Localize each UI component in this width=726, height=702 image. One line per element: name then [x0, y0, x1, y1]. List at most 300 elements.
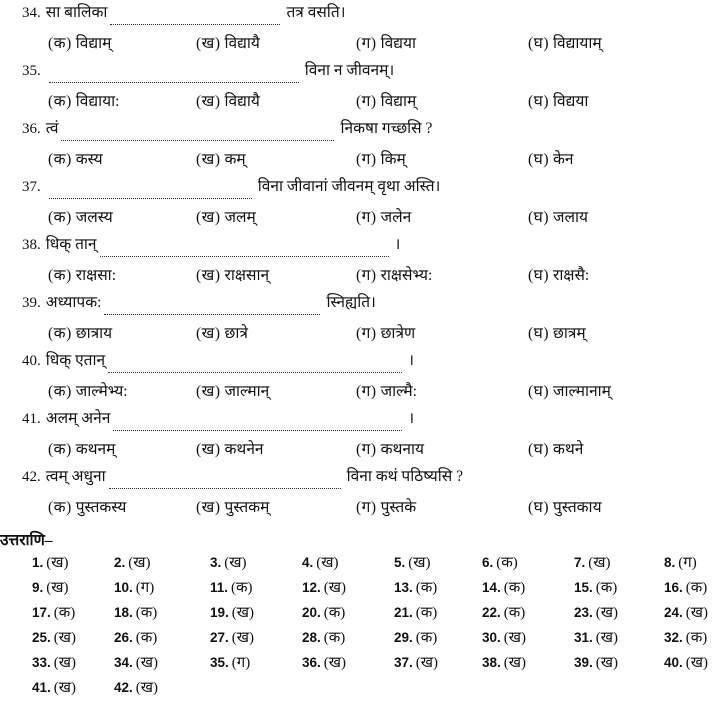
- answer-value: (ख): [503, 655, 527, 671]
- answer-cell: [664, 652, 708, 672]
- answer-question-number: 29.: [394, 630, 413, 645]
- option-label: (क): [48, 325, 72, 342]
- answer-question-number: 17.: [32, 605, 51, 620]
- option-choice[interactable]: [356, 263, 432, 285]
- option-choice[interactable]: [48, 379, 128, 401]
- option-text: छात्रे: [224, 325, 248, 342]
- option-text: विद्याम्: [380, 93, 417, 110]
- answer-question-number: 5.: [394, 555, 406, 570]
- answer-cell: [114, 652, 158, 672]
- answer-question-number: 11.: [210, 580, 229, 595]
- question-block: [0, 58, 726, 116]
- answer-cell: [32, 677, 76, 697]
- answer-question-number: 4.: [302, 555, 314, 570]
- option-text: जाल्मान्: [224, 383, 270, 400]
- answer-value: (क): [415, 580, 438, 596]
- answer-cell: [302, 602, 345, 622]
- answer-blank: [49, 71, 299, 83]
- option-label: (ग): [356, 383, 377, 400]
- option-choice[interactable]: [196, 495, 269, 517]
- option-label: (ग): [356, 151, 377, 168]
- option-label: (क): [48, 151, 72, 168]
- option-choice[interactable]: [356, 147, 406, 169]
- option-text: विद्यया: [380, 35, 416, 52]
- question-stem-text: धिक् एतान्: [45, 352, 106, 369]
- answer-question-number: 22.: [482, 605, 501, 620]
- answer-value: (ख): [53, 680, 77, 696]
- option-label: (ग): [356, 325, 377, 342]
- answer-question-number: 15.: [574, 580, 593, 595]
- answer-value: (क): [323, 605, 346, 621]
- option-choice[interactable]: [196, 437, 264, 459]
- answer-cell: [210, 652, 250, 672]
- question-number: 36.: [22, 121, 41, 137]
- option-choice[interactable]: [528, 31, 602, 53]
- answer-cell: [114, 602, 157, 622]
- answer-question-number: 31.: [574, 630, 593, 645]
- option-label: (घ): [528, 325, 549, 342]
- answer-blank: [113, 419, 402, 431]
- options-row: [0, 319, 726, 348]
- answer-cell: [482, 577, 525, 597]
- answer-value: (ग): [135, 580, 155, 596]
- answer-question-number: 39.: [574, 655, 593, 670]
- answer-question-number: 19.: [210, 605, 229, 620]
- answer-question-number: 3.: [210, 555, 222, 570]
- option-label: (ग): [356, 267, 377, 284]
- answer-question-number: 33.: [32, 655, 51, 670]
- option-choice[interactable]: [48, 263, 116, 285]
- answer-value: (क): [595, 580, 618, 596]
- option-choice[interactable]: [356, 495, 416, 517]
- answer-question-number: 2.: [114, 555, 126, 570]
- answer-cell: [114, 577, 154, 597]
- question-stem-line: [0, 406, 726, 435]
- option-text: छात्राय: [75, 325, 113, 342]
- answer-value: (ख): [53, 630, 77, 646]
- question-tail-text: ।: [394, 236, 401, 253]
- answer-question-number: 38.: [482, 655, 501, 670]
- option-label: (ख): [196, 93, 221, 110]
- answer-value: (क): [415, 605, 438, 621]
- options-row: [0, 29, 726, 58]
- option-choice[interactable]: [196, 321, 248, 343]
- answer-question-number: 20.: [302, 605, 321, 620]
- answer-question-number: 28.: [302, 630, 321, 645]
- option-label: (घ): [528, 499, 549, 516]
- option-choice[interactable]: [528, 321, 586, 343]
- option-text: कथनाय: [380, 441, 424, 458]
- answer-value: (क): [135, 605, 158, 621]
- option-text: जाल्मानाम्: [552, 383, 611, 400]
- answer-blank: [109, 477, 341, 489]
- option-text: जाल्मेभ्य:: [75, 383, 128, 400]
- options-row: [0, 87, 726, 116]
- option-label: (ख): [196, 35, 221, 52]
- answers-heading: उत्तराणि–: [0, 532, 53, 549]
- answer-question-number: 26.: [114, 630, 133, 645]
- question-stem-text: त्वं: [45, 120, 59, 137]
- answer-row: [14, 577, 726, 602]
- answer-question-number: 9.: [32, 580, 44, 595]
- option-label: (ख): [196, 209, 221, 226]
- question-number: 38.: [22, 237, 41, 253]
- answer-value: (क): [415, 630, 438, 646]
- answer-question-number: 35.: [210, 655, 229, 670]
- answer-question-number: 21.: [394, 605, 413, 620]
- answer-cell: [302, 577, 346, 597]
- option-text: राक्षसा:: [75, 267, 117, 284]
- option-label: (घ): [528, 93, 549, 110]
- options-row: [0, 377, 726, 406]
- question-stem-text: धिक् तान्: [45, 236, 97, 253]
- answer-value: (क): [231, 580, 253, 596]
- answer-cell: [482, 552, 518, 572]
- option-label: (घ): [528, 35, 549, 52]
- option-choice[interactable]: [356, 205, 411, 227]
- answer-cell: [394, 552, 431, 572]
- answer-cell: [210, 552, 247, 572]
- answer-row: [14, 627, 726, 652]
- option-text: जाल्मै:: [380, 383, 417, 400]
- option-choice[interactable]: [356, 321, 415, 343]
- question-number: 37.: [22, 179, 41, 195]
- options-row: [0, 145, 726, 174]
- question-number: 35.: [22, 63, 41, 79]
- option-label: (ख): [196, 325, 221, 342]
- answer-cell: [302, 652, 346, 672]
- answer-cell: [664, 602, 708, 622]
- option-text: जलेन: [380, 209, 412, 226]
- question-tail-text: विना जीवानां जीवनम् वृथा अस्ति।: [257, 178, 441, 195]
- answer-cell: [574, 577, 617, 597]
- answer-value: (ख): [685, 605, 709, 621]
- option-label: (क): [48, 441, 72, 458]
- answer-cell: [394, 577, 437, 597]
- answer-question-number: 30.: [482, 630, 501, 645]
- question-stem-line: [0, 348, 726, 377]
- option-label: (ख): [196, 441, 221, 458]
- option-choice[interactable]: [528, 379, 611, 401]
- option-choice[interactable]: [528, 205, 588, 227]
- option-choice[interactable]: [356, 31, 416, 53]
- answer-cell: [394, 627, 437, 647]
- answer-question-number: 18.: [114, 605, 133, 620]
- answer-value: (क): [496, 555, 518, 571]
- options-row: [0, 493, 726, 522]
- question-block: [0, 174, 726, 232]
- option-choice[interactable]: [48, 495, 126, 517]
- option-choice[interactable]: [196, 147, 246, 169]
- option-label: (ग): [356, 499, 377, 516]
- option-label: (घ): [528, 151, 549, 168]
- option-text: पुस्तकस्य: [75, 499, 127, 516]
- option-choice[interactable]: [48, 147, 103, 169]
- answer-value: (ख): [595, 655, 619, 671]
- answer-value: (ख): [128, 555, 151, 571]
- answer-value: (ख): [316, 555, 339, 571]
- option-text: राक्षसेभ्य:: [380, 267, 433, 284]
- option-label: (घ): [528, 267, 549, 284]
- answer-cell: [32, 652, 76, 672]
- answer-question-number: 23.: [574, 605, 593, 620]
- option-text: विद्यायाम्: [552, 35, 602, 52]
- answer-question-number: 40.: [664, 655, 683, 670]
- answer-value: (ख): [323, 655, 347, 671]
- answer-value: (ख): [46, 555, 69, 571]
- question-tail-text: ।: [408, 410, 415, 427]
- answer-question-number: 7.: [574, 555, 586, 570]
- question-block: [0, 348, 726, 406]
- question-block: [0, 0, 726, 58]
- question-stem-line: [0, 232, 726, 261]
- option-choice[interactable]: [528, 437, 583, 459]
- option-label: (ख): [196, 151, 221, 168]
- question-stem-line: [0, 0, 726, 29]
- answer-cell: [394, 602, 437, 622]
- answer-cell: [114, 552, 151, 572]
- answer-value: (ख): [135, 680, 159, 696]
- option-choice[interactable]: [528, 263, 589, 285]
- answer-cell: [114, 627, 157, 647]
- answer-cell: [32, 577, 69, 597]
- option-text: विद्यायै: [224, 93, 260, 110]
- answer-cell: [574, 627, 618, 647]
- option-choice[interactable]: [196, 31, 260, 53]
- option-text: राक्षसै:: [552, 267, 590, 284]
- answer-blank: [49, 187, 252, 199]
- question-block: [0, 464, 726, 522]
- answer-question-number: 13.: [394, 580, 413, 595]
- option-label: (घ): [528, 383, 549, 400]
- options-row: [0, 435, 726, 464]
- answer-cell: [664, 627, 707, 647]
- answer-cell: [574, 652, 618, 672]
- answer-value: (ख): [503, 630, 527, 646]
- option-choice[interactable]: [528, 89, 588, 111]
- answer-cell: [664, 552, 697, 572]
- option-choice[interactable]: [356, 89, 416, 111]
- question-stem-text: अध्यापक:: [45, 294, 102, 311]
- answer-key-grid: [0, 552, 726, 702]
- answer-value: (क): [323, 630, 346, 646]
- answer-row: [14, 602, 726, 627]
- options-row: [0, 261, 726, 290]
- option-text: कथनम्: [75, 441, 116, 458]
- option-text: विद्याया:: [75, 93, 120, 110]
- answer-question-number: 42.: [114, 680, 133, 695]
- option-label: (ख): [196, 499, 221, 516]
- option-label: (ग): [356, 209, 377, 226]
- option-choice[interactable]: [48, 321, 112, 343]
- answer-cell: [482, 652, 526, 672]
- answer-blank: [61, 129, 334, 141]
- option-text: कथने: [552, 441, 584, 458]
- answer-question-number: 37.: [394, 655, 413, 670]
- question-stem-line: [0, 290, 726, 319]
- question-number: 40.: [22, 353, 41, 369]
- answer-question-number: 36.: [302, 655, 321, 670]
- answer-value: (ख): [53, 655, 77, 671]
- option-text: छात्रेण: [380, 325, 416, 342]
- question-stem-text: सा बालिका: [45, 4, 108, 21]
- question-number: 41.: [22, 411, 41, 427]
- option-choice[interactable]: [48, 205, 113, 227]
- option-choice[interactable]: [48, 89, 119, 111]
- option-text: विद्यायै: [224, 35, 260, 52]
- option-text: केन: [552, 151, 574, 168]
- option-text: जलस्य: [75, 209, 113, 226]
- answer-value: (ख): [224, 555, 247, 571]
- question-number: 42.: [22, 469, 41, 485]
- answer-cell: [664, 577, 707, 597]
- option-text: विद्यया: [552, 93, 589, 110]
- option-choice[interactable]: [196, 379, 269, 401]
- answer-question-number: 25.: [32, 630, 51, 645]
- answer-value: (क): [503, 605, 526, 621]
- answer-question-number: 24.: [664, 605, 683, 620]
- question-stem-text: अलम् अनेन: [45, 410, 111, 427]
- answer-question-number: 27.: [210, 630, 229, 645]
- option-choice[interactable]: [356, 437, 424, 459]
- question-tail-text: स्निह्यति।: [326, 294, 376, 311]
- question-stem-text: त्वम् अधुना: [45, 468, 106, 485]
- option-choice[interactable]: [528, 495, 602, 517]
- answer-cell: [482, 627, 526, 647]
- answer-question-number: 34.: [114, 655, 133, 670]
- option-text: राक्षसान्: [224, 267, 270, 284]
- option-label: (ग): [356, 441, 377, 458]
- answer-value: (ख): [588, 555, 611, 571]
- option-text: छात्रम्: [552, 325, 586, 342]
- answer-question-number: 14.: [482, 580, 501, 595]
- option-text: जलाय: [552, 209, 588, 226]
- answer-cell: [210, 577, 253, 597]
- question-block: [0, 116, 726, 174]
- option-text: पुस्तके: [380, 499, 417, 516]
- answer-value: (ख): [231, 630, 255, 646]
- option-choice[interactable]: [528, 147, 574, 169]
- question-tail-text: विना कथं पठिष्यसि ?: [346, 468, 463, 485]
- question-tail-text: तत्र वसति।: [286, 4, 346, 21]
- answer-cell: [574, 552, 611, 572]
- question-stem-line: [0, 174, 726, 203]
- option-label: (ग): [356, 93, 377, 110]
- option-label: (क): [48, 383, 72, 400]
- option-label: (ग): [356, 35, 377, 52]
- answer-value: (ख): [415, 655, 439, 671]
- answer-cell: [394, 652, 438, 672]
- answer-value: (ख): [595, 630, 619, 646]
- question-tail-text: ।: [408, 352, 414, 369]
- answer-cell: [210, 602, 254, 622]
- option-text: किम्: [380, 151, 406, 168]
- answer-value: (ख): [408, 555, 431, 571]
- option-label: (क): [48, 499, 72, 516]
- question-tail-text: निकषा गच्छसि ?: [340, 120, 433, 137]
- answer-cell: [302, 627, 345, 647]
- answer-question-number: 12.: [302, 580, 321, 595]
- question-block: [0, 232, 726, 290]
- answer-cell: [302, 552, 339, 572]
- answer-value: (ख): [231, 605, 255, 621]
- question-stem-line: [0, 58, 726, 87]
- option-label: (क): [48, 209, 72, 226]
- answer-value: (ग): [678, 555, 697, 571]
- answer-question-number: 1.: [32, 555, 44, 570]
- option-label: (घ): [528, 441, 549, 458]
- question-stem-line: [0, 464, 726, 493]
- option-choice[interactable]: [196, 89, 260, 111]
- option-label: (ख): [196, 383, 221, 400]
- answer-value: (क): [685, 630, 708, 646]
- answer-value: (क): [503, 580, 526, 596]
- answer-question-number: 16.: [664, 580, 683, 595]
- answer-cell: [32, 552, 69, 572]
- answer-value: (ख): [135, 655, 159, 671]
- answer-question-number: 8.: [664, 555, 676, 570]
- option-label: (क): [48, 93, 72, 110]
- option-choice[interactable]: [356, 379, 417, 401]
- answer-value: (ग): [231, 655, 251, 671]
- answer-cell: [574, 602, 618, 622]
- answer-value: (ख): [595, 605, 619, 621]
- answer-cell: [114, 677, 158, 697]
- options-row: [0, 203, 726, 232]
- question-number: 39.: [22, 295, 41, 311]
- option-choice[interactable]: [196, 263, 269, 285]
- answer-blank: [108, 361, 402, 373]
- answer-row: [14, 677, 726, 702]
- question-block: [0, 290, 726, 348]
- option-choice[interactable]: [196, 205, 256, 227]
- answer-question-number: 10.: [114, 580, 133, 595]
- option-text: कथनेन: [224, 441, 264, 458]
- question-number: 34.: [22, 5, 41, 21]
- option-choice[interactable]: [48, 31, 111, 53]
- option-text: पुस्तकम्: [224, 499, 270, 516]
- answer-cell: [210, 627, 254, 647]
- option-text: पुस्तकाय: [552, 499, 602, 516]
- question-block: [0, 406, 726, 464]
- option-label: (क): [48, 35, 72, 52]
- option-choice[interactable]: [48, 437, 115, 459]
- answer-value: (ख): [46, 580, 69, 596]
- answer-question-number: 6.: [482, 555, 494, 570]
- answer-cell: [32, 602, 75, 622]
- answer-value: (क): [53, 605, 76, 621]
- answer-cell: [482, 602, 525, 622]
- answer-blank: [100, 245, 389, 257]
- question-tail-text: विना न जीवनम्।: [304, 62, 395, 79]
- answer-value: (ख): [685, 655, 709, 671]
- option-text: जलम्: [224, 209, 256, 226]
- answer-blank: [110, 13, 280, 25]
- answer-value: (ख): [323, 580, 347, 596]
- answer-value: (क): [135, 630, 158, 646]
- option-text: कम्: [224, 151, 246, 168]
- answer-question-number: 41.: [32, 680, 51, 695]
- answer-blank: [104, 303, 320, 315]
- question-stem-line: [0, 116, 726, 145]
- answer-value: (क): [685, 580, 708, 596]
- option-label: (घ): [528, 209, 549, 226]
- answer-cell: [32, 627, 76, 647]
- answer-row: [14, 552, 726, 577]
- option-label: (क): [48, 267, 72, 284]
- option-text: विद्याम्: [75, 35, 112, 52]
- option-label: (ख): [196, 267, 221, 284]
